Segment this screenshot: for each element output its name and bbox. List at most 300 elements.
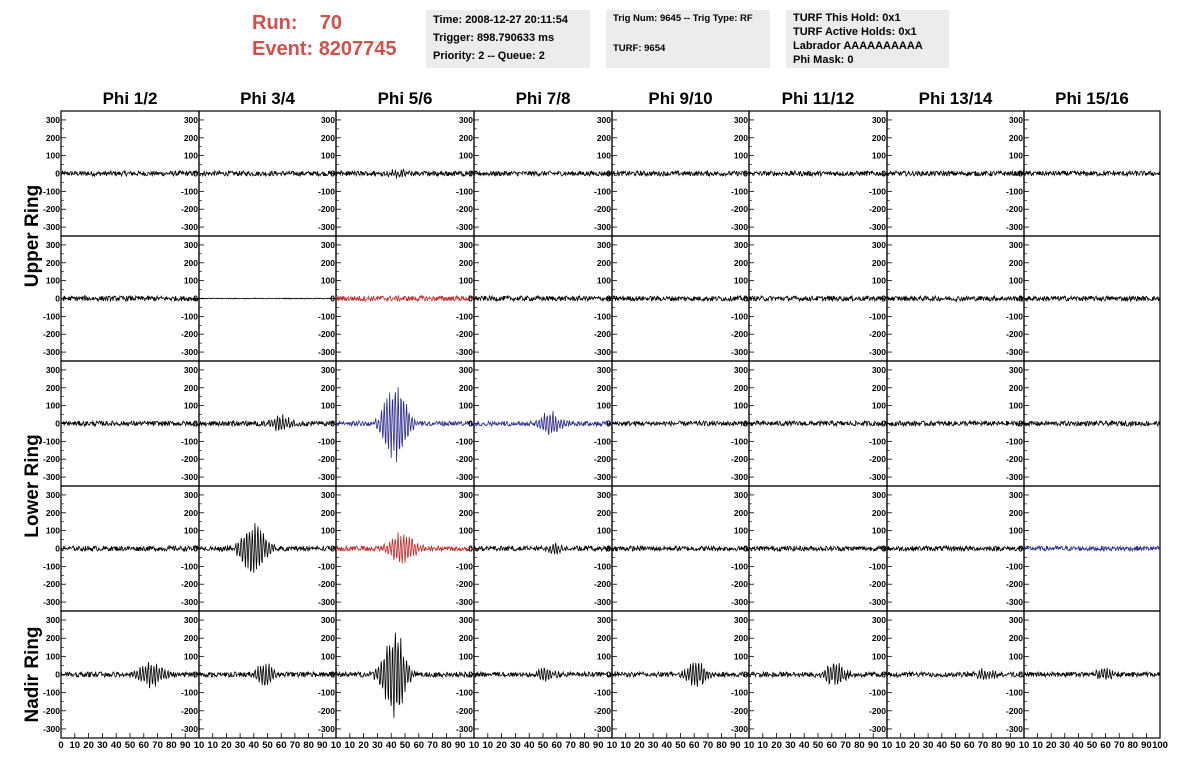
- y-tick-label: -100: [730, 436, 748, 447]
- y-tick-label: -300: [868, 222, 886, 233]
- y-tick-label: 300: [1008, 615, 1023, 626]
- waveform-line: [474, 296, 612, 301]
- y-tick-label: 200: [183, 257, 198, 268]
- y-tick-label: -300: [455, 347, 473, 358]
- y-tick-label: 300: [1008, 489, 1023, 500]
- y-tick-label: -100: [1005, 186, 1023, 197]
- column-title-2: Phi 3/4: [240, 89, 295, 108]
- labrador-text: Labrador AAAAAAAAAA: [793, 40, 923, 52]
- x-tick-label: 70: [840, 740, 851, 751]
- y-tick-label: 0: [606, 418, 611, 429]
- x-tick-label: 90: [730, 740, 741, 751]
- y-tick-label: -300: [317, 347, 335, 358]
- y-tick-label: -200: [180, 705, 198, 716]
- x-tick-label: 10: [69, 740, 81, 751]
- y-tick-label: 300: [596, 615, 611, 626]
- waveform-line: [474, 171, 612, 176]
- y-tick-label: 200: [45, 132, 60, 143]
- y-tick-label: 100: [458, 525, 473, 536]
- y-tick-label: 100: [45, 525, 60, 536]
- y-tick-label: 100: [183, 150, 198, 161]
- x-tick-label: 60: [1100, 740, 1111, 751]
- waveform-line: [1024, 668, 1160, 680]
- y-tick-label: 100: [871, 150, 886, 161]
- y-tick-label: 300: [45, 114, 60, 125]
- y-tick-label: 100: [871, 400, 886, 411]
- y-tick-label: 0: [193, 168, 198, 179]
- y-tick-label: 0: [468, 669, 473, 680]
- y-tick-label: 100: [733, 150, 748, 161]
- x-tick-label: 90: [867, 740, 879, 751]
- x-tick-label: 90: [454, 740, 466, 751]
- y-tick-label: 0: [606, 543, 611, 554]
- waveform-line: [749, 296, 887, 301]
- y-tick-label: -200: [868, 705, 886, 716]
- y-tick-label: 100: [733, 275, 748, 286]
- waveform-line: [749, 546, 887, 551]
- y-tick-label: -200: [317, 705, 335, 716]
- y-tick-label: 0: [193, 418, 198, 429]
- y-tick-label: -100: [42, 561, 60, 572]
- waveform-line: [1024, 546, 1160, 551]
- y-tick-label: 200: [733, 132, 748, 143]
- x-tick-label: 0: [58, 740, 64, 751]
- y-tick-label: 0: [468, 418, 473, 429]
- y-tick-label: -300: [455, 723, 473, 734]
- y-tick-label: 300: [871, 114, 886, 125]
- y-tick-label: 300: [871, 489, 886, 500]
- y-tick-label: 200: [733, 257, 748, 268]
- waveform-line: [336, 387, 474, 465]
- y-tick-label: -200: [868, 579, 886, 590]
- y-tick-label: -200: [180, 579, 198, 590]
- y-tick-label: 100: [320, 400, 335, 411]
- y-tick-label: 200: [596, 257, 611, 268]
- y-tick-label: -300: [42, 597, 60, 608]
- y-tick-label: -200: [593, 204, 611, 215]
- x-tick-label: 20: [496, 740, 507, 751]
- priority-text: Priority: 2 -- Queue: 2: [433, 50, 545, 62]
- waveform-line: [199, 298, 336, 299]
- y-tick-label: -100: [180, 687, 198, 698]
- waveform-line: [612, 296, 749, 301]
- y-tick-label: 100: [1008, 150, 1023, 161]
- y-tick-label: -200: [42, 705, 60, 716]
- waveform-line: [612, 421, 749, 426]
- waveform-line: [887, 296, 1024, 301]
- y-tick-label: 300: [45, 239, 60, 250]
- y-tick-label: 0: [881, 168, 886, 179]
- y-tick-label: -100: [593, 311, 611, 322]
- y-tick-label: -100: [42, 186, 60, 197]
- y-tick-label: -300: [42, 723, 60, 734]
- y-tick-label: 200: [1008, 132, 1023, 143]
- y-tick-label: 300: [320, 364, 335, 375]
- y-tick-label: 0: [606, 669, 611, 680]
- x-tick-label: 20: [771, 740, 782, 751]
- waveform-line: [887, 171, 1024, 176]
- waveform-line: [199, 171, 336, 176]
- x-tick-label: 40: [661, 740, 673, 751]
- y-tick-label: -200: [317, 579, 335, 590]
- waveform-line: [61, 546, 199, 551]
- y-tick-label: -100: [42, 687, 60, 698]
- y-tick-label: -300: [42, 472, 60, 483]
- y-tick-label: 200: [320, 132, 335, 143]
- x-tick-label: 20: [909, 740, 920, 751]
- y-tick-label: -200: [180, 454, 198, 465]
- y-tick-label: 0: [55, 543, 60, 554]
- time-text: Time: 2008-12-27 20:11:54: [433, 14, 568, 26]
- x-tick-label: 60: [963, 740, 975, 751]
- y-tick-label: 0: [330, 543, 335, 554]
- y-tick-label: 0: [743, 168, 748, 179]
- y-tick-label: -100: [180, 436, 198, 447]
- y-tick-label: -200: [593, 705, 611, 716]
- waveform-line: [336, 296, 474, 301]
- ring-label-1: Upper Ring: [22, 184, 43, 288]
- y-tick-label: -100: [593, 561, 611, 572]
- y-tick-label: -200: [730, 705, 748, 716]
- y-tick-label: -200: [455, 329, 473, 340]
- x-tick-label: 70: [152, 740, 163, 751]
- x-tick-label: 40: [798, 740, 810, 751]
- trigger-text: Trigger: 898.790633 ms: [433, 32, 555, 44]
- y-tick-label: 200: [45, 507, 60, 518]
- x-tick-label: 20: [358, 740, 369, 751]
- waveform-line: [612, 546, 749, 551]
- y-tick-label: -200: [455, 204, 473, 215]
- run-value: 70: [319, 12, 343, 34]
- y-tick-label: -200: [180, 204, 198, 215]
- y-tick-label: 300: [183, 364, 198, 375]
- x-tick-label: 20: [221, 740, 232, 751]
- y-tick-label: 100: [458, 651, 473, 662]
- x-tick-label: 60: [138, 740, 150, 751]
- x-tick-label: 90: [1005, 740, 1016, 751]
- y-tick-label: 100: [871, 525, 886, 536]
- x-tick-label: 70: [289, 740, 301, 751]
- y-tick-label: 300: [596, 489, 611, 500]
- y-tick-label: 100: [596, 651, 611, 662]
- y-tick-label: 0: [881, 543, 886, 554]
- y-tick-label: 200: [45, 257, 60, 268]
- y-tick-label: 300: [1008, 364, 1023, 375]
- x-tick-label: 10: [757, 740, 769, 751]
- y-tick-label: 0: [743, 543, 748, 554]
- y-tick-label: 100: [596, 150, 611, 161]
- y-tick-label: 200: [45, 633, 60, 644]
- y-tick-label: 100: [1008, 400, 1023, 411]
- y-tick-label: 200: [320, 257, 335, 268]
- y-tick-label: -200: [730, 454, 748, 465]
- y-tick-label: 0: [330, 418, 335, 429]
- x-tick-label: 30: [647, 740, 659, 751]
- y-tick-label: 100: [320, 275, 335, 286]
- y-tick-label: 100: [45, 651, 60, 662]
- y-tick-label: 300: [320, 489, 335, 500]
- y-tick-label: 0: [55, 293, 60, 304]
- y-tick-label: -100: [455, 687, 473, 698]
- y-tick-label: -100: [180, 311, 198, 322]
- y-tick-label: 0: [468, 293, 473, 304]
- y-tick-label: 0: [743, 418, 748, 429]
- waveform-line: [887, 546, 1024, 551]
- y-tick-label: 0: [1018, 543, 1023, 554]
- y-tick-label: 0: [193, 669, 198, 680]
- x-tick-label: 10: [895, 740, 906, 751]
- x-tick-label: 40: [110, 740, 122, 751]
- x-tick-label: 10: [620, 740, 631, 751]
- x-tick-label: 30: [372, 740, 383, 751]
- waveform-line: [199, 664, 336, 686]
- x-tick-label: 40: [248, 740, 260, 751]
- y-tick-label: -300: [1005, 723, 1023, 734]
- x-tick-label: 50: [950, 740, 961, 751]
- y-tick-label: -100: [868, 436, 886, 447]
- y-tick-label: 100: [733, 651, 748, 662]
- y-tick-label: 100: [871, 275, 886, 286]
- waveform-line: [887, 421, 1024, 426]
- y-tick-label: -100: [180, 561, 198, 572]
- y-tick-label: -200: [42, 204, 60, 215]
- event-value: 8207745: [318, 38, 397, 60]
- y-tick-label: 300: [596, 239, 611, 250]
- waveform-line: [1024, 171, 1160, 176]
- y-tick-label: -200: [1005, 579, 1023, 590]
- y-tick-label: 300: [596, 114, 611, 125]
- x-tick-label: 50: [812, 740, 824, 751]
- y-tick-label: 300: [320, 615, 335, 626]
- x-tick-label: 30: [510, 740, 521, 751]
- x-tick-label: 60: [413, 740, 425, 751]
- y-tick-label: 100: [733, 525, 748, 536]
- y-tick-label: 100: [596, 275, 611, 286]
- y-tick-label: -200: [730, 579, 748, 590]
- y-tick-label: 300: [320, 239, 335, 250]
- y-tick-label: 200: [871, 257, 886, 268]
- y-tick-label: 100: [183, 651, 198, 662]
- y-tick-label: -100: [455, 311, 473, 322]
- y-tick-label: 300: [183, 615, 198, 626]
- y-tick-label: -300: [180, 723, 198, 734]
- y-tick-label: 300: [871, 615, 886, 626]
- y-tick-label: -100: [730, 311, 748, 322]
- y-tick-label: -100: [593, 687, 611, 698]
- y-tick-label: -100: [455, 436, 473, 447]
- y-tick-label: 300: [1008, 239, 1023, 250]
- x-tick-label: 40: [385, 740, 397, 751]
- y-tick-label: 0: [55, 669, 60, 680]
- y-tick-label: 200: [733, 382, 748, 393]
- y-tick-label: 200: [1008, 382, 1023, 393]
- y-tick-label: -100: [455, 561, 473, 572]
- y-tick-label: -300: [730, 723, 748, 734]
- x-tick-label: 80: [991, 740, 1002, 751]
- waveform-line: [612, 171, 749, 176]
- x-tick-label: 50: [675, 740, 686, 751]
- x-tick-label: 10: [468, 740, 480, 751]
- x-tick-label: 10: [881, 740, 893, 751]
- x-tick-label: 20: [634, 740, 645, 751]
- y-tick-label: -200: [42, 454, 60, 465]
- y-tick-label: -100: [868, 186, 886, 197]
- waveform-line: [1024, 421, 1160, 426]
- y-tick-label: -300: [180, 222, 198, 233]
- y-tick-label: 300: [733, 364, 748, 375]
- y-tick-label: 300: [458, 489, 473, 500]
- run-label: Run:: [252, 12, 298, 34]
- waveform-line: [199, 523, 336, 573]
- x-tick-label: 30: [234, 740, 246, 751]
- y-tick-label: 300: [458, 114, 473, 125]
- y-tick-label: -100: [1005, 687, 1023, 698]
- y-tick-label: -300: [42, 222, 60, 233]
- y-tick-label: 0: [743, 669, 748, 680]
- y-tick-label: -300: [730, 222, 748, 233]
- y-tick-label: 300: [733, 239, 748, 250]
- y-tick-label: 200: [596, 382, 611, 393]
- y-tick-label: -200: [455, 705, 473, 716]
- y-tick-label: -200: [1005, 705, 1023, 716]
- y-tick-label: -300: [180, 347, 198, 358]
- waveform-line: [61, 662, 199, 688]
- y-tick-label: -200: [180, 329, 198, 340]
- y-tick-label: -300: [317, 472, 335, 483]
- x-tick-label: 70: [977, 740, 989, 751]
- y-tick-label: 0: [1018, 168, 1023, 179]
- y-tick-label: 100: [458, 275, 473, 286]
- waveform-line: [1024, 296, 1160, 301]
- y-tick-label: 100: [596, 525, 611, 536]
- y-tick-label: 200: [183, 507, 198, 518]
- x-tick-label: 90: [179, 740, 191, 751]
- waveform-line: [336, 633, 474, 718]
- x-tick-label: 50: [124, 740, 136, 751]
- x-tick-label: 30: [1059, 740, 1071, 751]
- y-tick-label: -300: [180, 472, 198, 483]
- x-tick-label: 10: [330, 740, 342, 751]
- y-tick-label: -300: [455, 472, 473, 483]
- y-tick-label: 200: [458, 132, 473, 143]
- column-title-4: Phi 7/8: [515, 89, 571, 108]
- x-tick-label: 10: [743, 740, 755, 751]
- y-tick-label: 0: [330, 293, 335, 304]
- waveform-line: [474, 411, 612, 434]
- y-tick-label: -200: [593, 329, 611, 340]
- y-tick-label: -100: [42, 311, 60, 322]
- x-tick-label: 50: [1086, 740, 1098, 751]
- y-tick-label: -100: [593, 186, 611, 197]
- y-tick-label: -200: [868, 454, 886, 465]
- y-tick-label: 0: [193, 543, 198, 554]
- y-tick-label: -300: [317, 723, 335, 734]
- phi-mask-text: Phi Mask: 0: [793, 54, 854, 66]
- y-tick-label: -200: [42, 329, 60, 340]
- y-tick-label: 200: [871, 633, 886, 644]
- event-label: Event:: [252, 38, 314, 60]
- y-tick-label: -200: [1005, 204, 1023, 215]
- y-tick-label: -200: [593, 579, 611, 590]
- waveform-line: [474, 668, 612, 682]
- y-tick-label: -100: [868, 311, 886, 322]
- waveform-line: [199, 414, 336, 431]
- y-tick-label: 300: [183, 114, 198, 125]
- x-tick-label: 40: [523, 740, 535, 751]
- y-tick-label: -300: [455, 222, 473, 233]
- x-tick-label: 50: [262, 740, 273, 751]
- y-tick-label: 0: [468, 168, 473, 179]
- y-tick-label: -100: [1005, 311, 1023, 322]
- y-tick-label: -200: [1005, 329, 1023, 340]
- y-tick-label: 0: [606, 168, 611, 179]
- y-tick-label: 200: [871, 507, 886, 518]
- y-tick-label: 200: [596, 633, 611, 644]
- y-tick-label: 300: [183, 489, 198, 500]
- y-tick-label: 300: [45, 489, 60, 500]
- x-tick-label: 80: [579, 740, 590, 751]
- x-tick-label: 50: [537, 740, 549, 751]
- y-tick-label: 0: [193, 293, 198, 304]
- y-tick-label: 200: [458, 382, 473, 393]
- y-tick-label: -200: [868, 204, 886, 215]
- x-tick-label: 70: [427, 740, 438, 751]
- y-tick-label: 200: [596, 507, 611, 518]
- x-tick-label: 50: [399, 740, 411, 751]
- x-tick-label: 40: [936, 740, 948, 751]
- x-tick-label: 90: [317, 740, 328, 751]
- y-tick-label: -300: [1005, 597, 1023, 608]
- y-tick-label: 100: [1008, 275, 1023, 286]
- waveform-line: [749, 421, 887, 426]
- y-tick-label: -300: [1005, 472, 1023, 483]
- y-tick-label: 300: [596, 364, 611, 375]
- y-tick-label: -100: [180, 186, 198, 197]
- y-tick-label: -200: [42, 579, 60, 590]
- x-tick-label: 70: [565, 740, 576, 751]
- waveform-line: [61, 171, 199, 176]
- y-tick-label: 200: [1008, 257, 1023, 268]
- y-tick-label: 200: [1008, 633, 1023, 644]
- y-tick-label: 300: [320, 114, 335, 125]
- x-tick-label: 60: [826, 740, 838, 751]
- y-tick-label: -100: [593, 436, 611, 447]
- x-tick-label: 60: [551, 740, 563, 751]
- x-tick-label: 10: [1032, 740, 1043, 751]
- waveform-line: [474, 543, 612, 555]
- y-tick-label: 300: [45, 364, 60, 375]
- y-tick-label: 300: [1008, 114, 1023, 125]
- ring-label-3: Nadir Ring: [22, 626, 43, 723]
- y-tick-label: -300: [868, 597, 886, 608]
- column-title-8: Phi 15/16: [1055, 89, 1129, 108]
- y-tick-label: 100: [458, 400, 473, 411]
- y-tick-label: 200: [183, 132, 198, 143]
- y-tick-label: -100: [868, 561, 886, 572]
- y-tick-label: -200: [730, 204, 748, 215]
- x-tick-label: 20: [1045, 740, 1057, 751]
- x-tick-label: 20: [83, 740, 94, 751]
- y-tick-label: -300: [868, 472, 886, 483]
- y-tick-label: -100: [317, 687, 335, 698]
- y-tick-label: -300: [868, 347, 886, 358]
- y-tick-label: 200: [871, 132, 886, 143]
- y-tick-label: -300: [868, 723, 886, 734]
- y-tick-label: -300: [730, 347, 748, 358]
- x-tick-label: 10: [482, 740, 494, 751]
- y-tick-label: 200: [183, 633, 198, 644]
- y-tick-label: 0: [881, 669, 886, 680]
